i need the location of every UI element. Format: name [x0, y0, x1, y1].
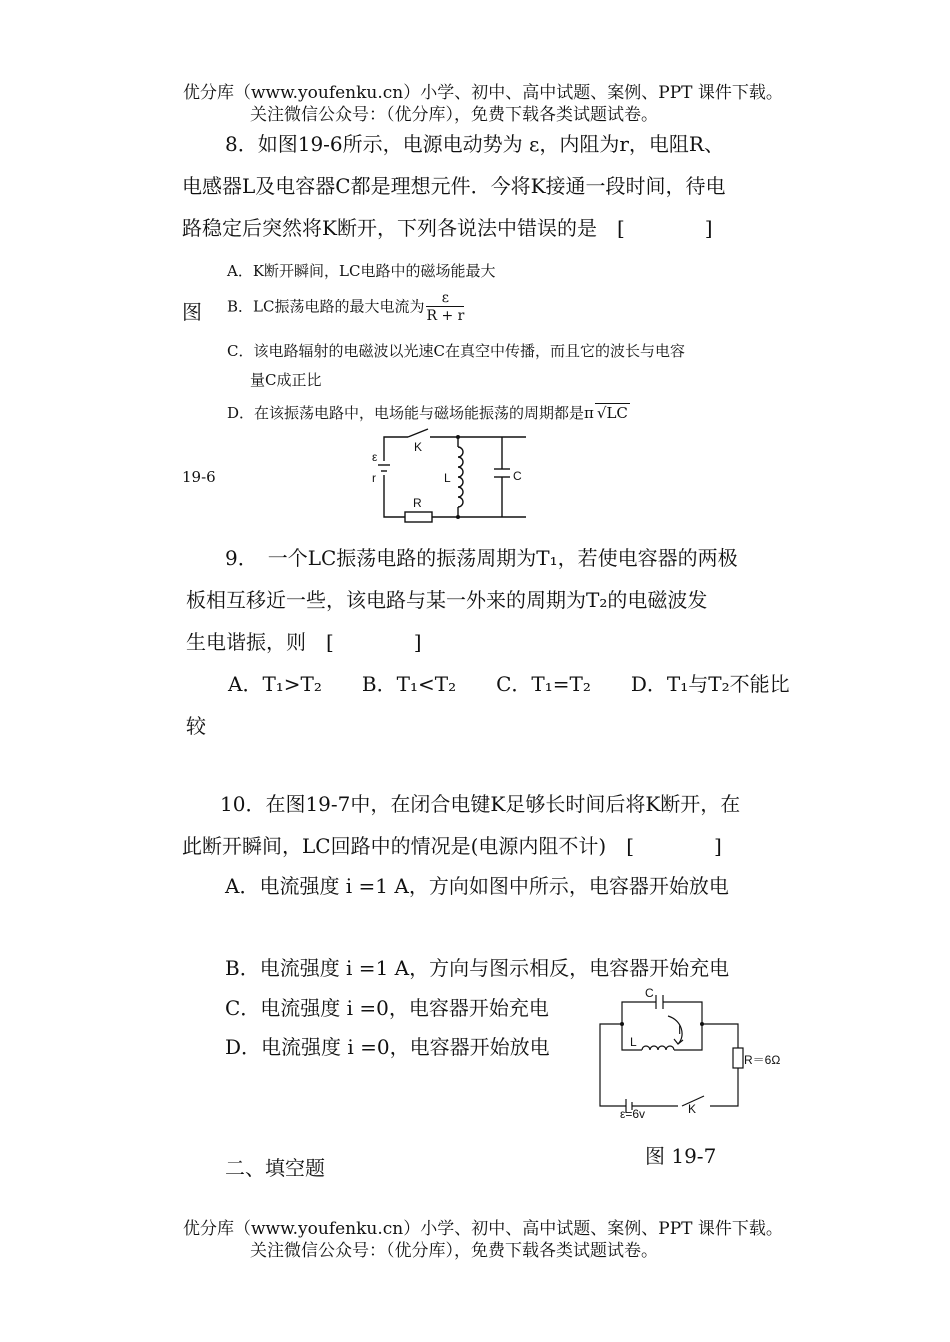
q8-figure-char: 图 — [182, 300, 202, 324]
junction-bottom — [456, 515, 460, 519]
q9-line-2: 板相互移近一些，该电路与某一外来的周期为T₂的电磁波发 — [186, 588, 708, 612]
q10-option-a: A．电流强度 i =1 A，方向如图中所示，电容器开始放电 — [225, 874, 729, 898]
lc-wire-top-left — [622, 1002, 656, 1024]
section-2-title: 二、填空题 — [225, 1156, 325, 1180]
label-epsilon: ε — [372, 450, 378, 464]
q10-option-c: C．电流强度 i =0，电容器开始充电 — [225, 996, 549, 1020]
junction-top — [456, 435, 460, 439]
q8-option-c-line-1: C．该电路辐射的电磁波以光速C在真空中传播，而且它的波长与电容 — [227, 342, 685, 360]
q8-line-2: 电感器L及电容器C都是理想元件．今将K接通一段时间，待电 — [182, 174, 726, 198]
q8-option-a: A．K断开瞬间，LC电路中的磁场能最大 — [227, 262, 496, 280]
footer-line-2: 关注微信公众号：（优分库），免费下载各类试题试卷。 — [250, 1241, 658, 1261]
label-c: C — [645, 986, 654, 1000]
q8-option-d-sqrt-content: LC — [606, 404, 628, 422]
label-r: R＝6Ω — [744, 1053, 781, 1067]
q8-option-d-text: D．在该振荡电路中，电场能与磁场能振荡的周期都是π — [227, 404, 594, 422]
q9-line-1: 9． 一个LC振荡电路的振荡周期为T₁，若使电容器的两极 — [225, 546, 738, 570]
q8-option-b-text: B．LC振荡电路的最大电流为 — [227, 297, 425, 316]
switch-k — [408, 429, 428, 437]
resistor-r — [405, 512, 432, 522]
figure-19-7-caption: 图 19-7 — [645, 1144, 717, 1168]
footer-line-1: 优分库（www.youfenku.cn）小学、初中、高中试题、案例、PPT 课件下载。 — [183, 1219, 783, 1239]
label-r-internal: r — [372, 471, 376, 485]
label-c: C — [513, 469, 522, 483]
label-l: L — [444, 471, 451, 485]
q8-figure-number: 19-6 — [182, 468, 216, 486]
q9-options: A．T₁>T₂ B．T₁<T₂ C．T₁=T₂ D．T₁与T₂不能比 — [228, 672, 790, 696]
wire-left-top — [384, 437, 408, 461]
figure-19-6-circuit — [360, 425, 550, 525]
q10-line-2: 此断开瞬间，LC回路中的情况是(电源内阻不计) [ ] — [182, 834, 722, 858]
figure-19-7-circuit — [590, 982, 800, 1122]
label-k: K — [688, 1102, 697, 1116]
q8-option-b-denominator: R + r — [426, 308, 465, 324]
q8-option-d-sqrt: √LC — [596, 404, 628, 422]
q8-option-b-numerator: ε — [426, 290, 464, 307]
label-l: L — [630, 1035, 637, 1049]
inductor-l — [458, 447, 463, 507]
q10-line-1: 10．在图19-7中，在闭合电键K足够长时间后将K断开，在 — [220, 792, 741, 816]
outer-wire-right — [702, 1024, 738, 1048]
header-line-2: 关注微信公众号：（优分库），免费下载各类试题试卷。 — [250, 105, 658, 125]
label-k: K — [414, 440, 423, 454]
outer-wire-bottom-right — [710, 1068, 738, 1106]
junction-right — [700, 1022, 704, 1026]
q8-line-3: 路稳定后突然将K断开，下列各说法中错误的是 [ ] — [182, 216, 713, 240]
q8-option-b-fraction — [426, 290, 464, 325]
resistor-r — [733, 1048, 743, 1068]
label-i: I — [678, 1023, 682, 1037]
q8-option-d — [227, 402, 630, 423]
inductor-l — [642, 1046, 674, 1050]
wire-left-bottom — [384, 475, 405, 517]
q8-line-1: 8．如图19-6所示，电源电动势为 ε，内阻为r，电阻R、 — [225, 132, 724, 156]
junction-left — [620, 1022, 624, 1026]
label-r: R — [413, 496, 422, 510]
lc-wire-top-right — [663, 1002, 702, 1024]
q8-option-c-line-2: 量C成正比 — [250, 371, 322, 389]
header-line-1: 优分库（www.youfenku.cn）小学、初中、高中试题、案例、PPT 课件下载。 — [183, 83, 783, 103]
q10-option-b: B．电流强度 i =1 A，方向与图示相反，电容器开始充电 — [225, 956, 730, 980]
q8-option-b — [227, 290, 464, 325]
q10-option-d: D．电流强度 i =0，电容器开始放电 — [225, 1035, 550, 1059]
q9-line-3: 生电谐振，则 [ ] — [186, 630, 422, 654]
label-epsilon: ε=6v — [620, 1107, 646, 1121]
q9-options-continued: 较 — [186, 714, 206, 738]
